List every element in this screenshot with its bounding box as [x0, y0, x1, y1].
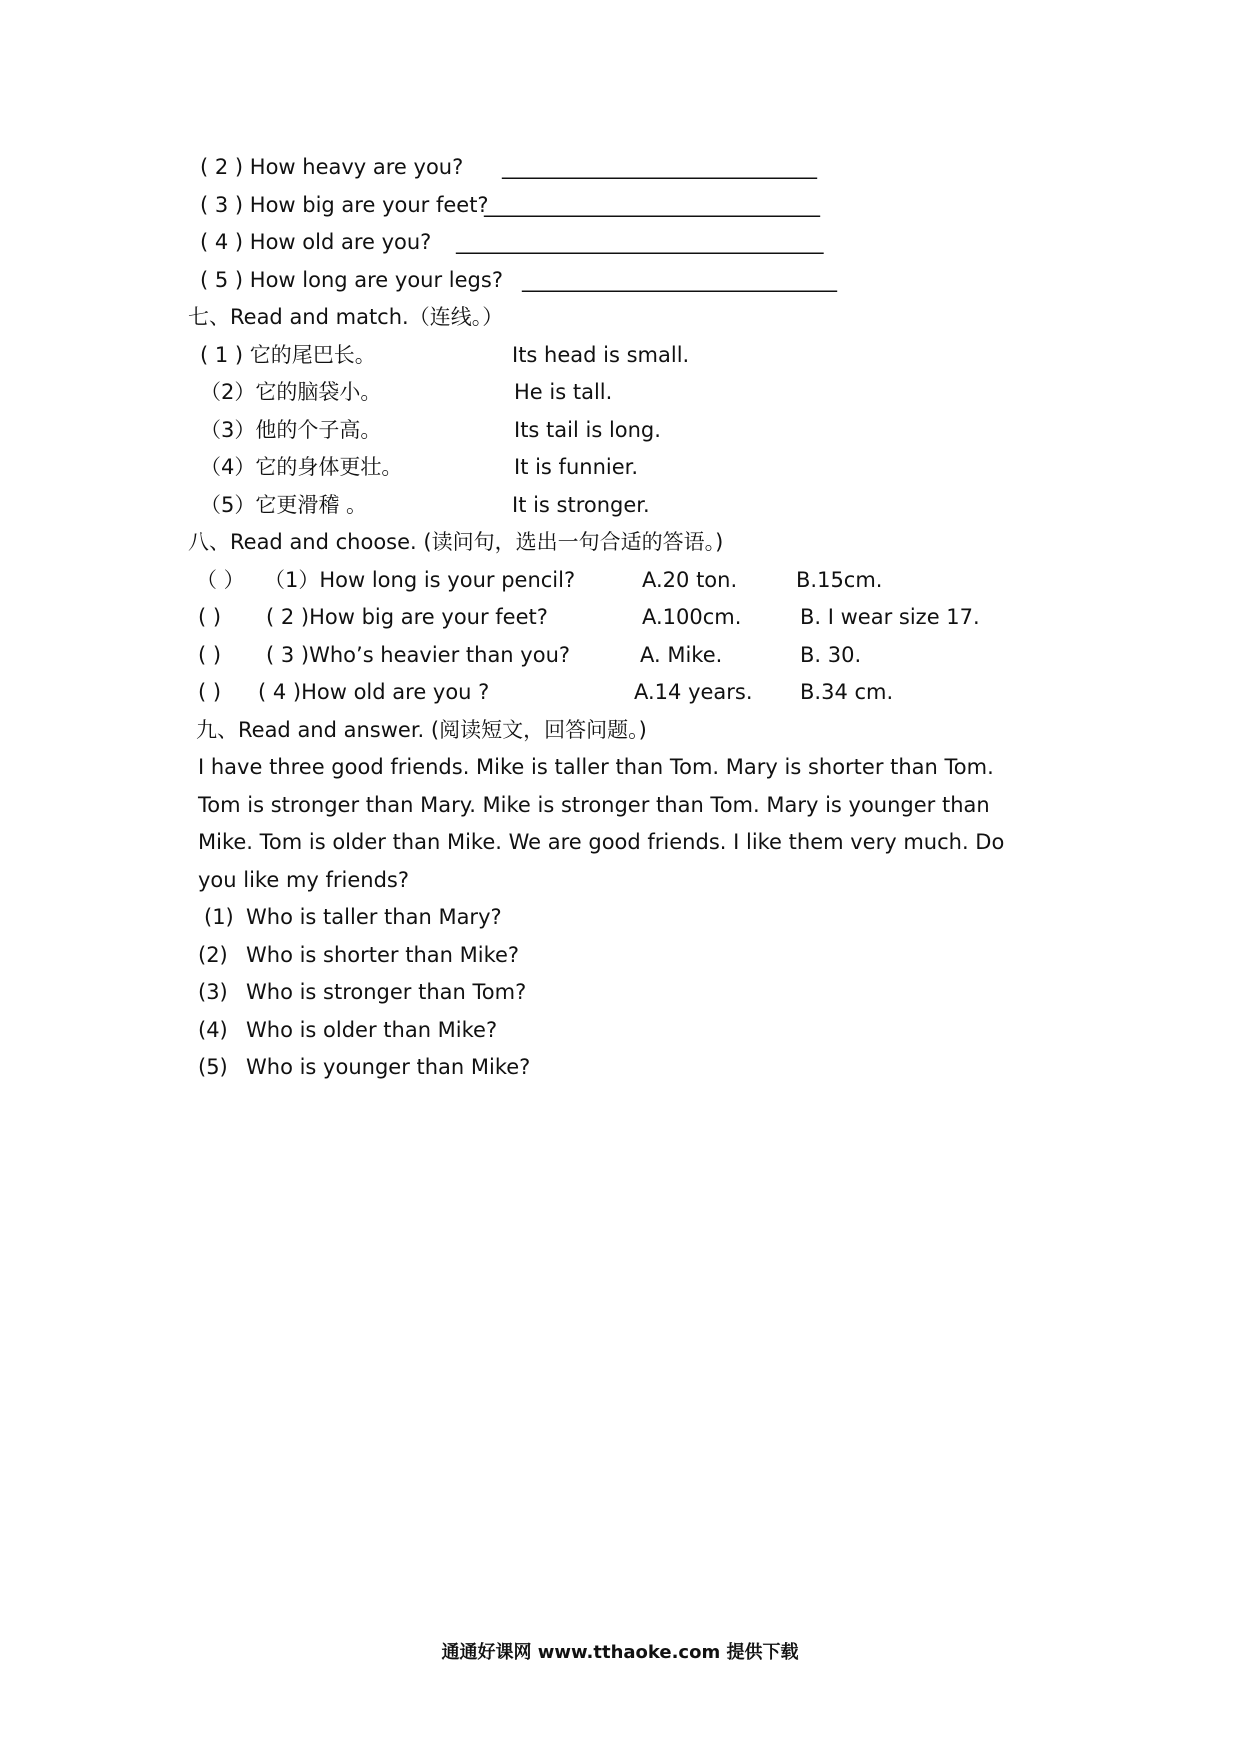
s9-question-2: Who is shorter than Mike?	[246, 943, 520, 967]
s8-option-b-4: B.34 cm.	[800, 680, 894, 704]
s9-question-3: Who is stronger than Tom?	[246, 980, 527, 1004]
s9-question-num-4: (4)	[198, 1018, 228, 1042]
s9-question-num-1: (1)	[204, 905, 234, 929]
download-footer: 通通好课网 www.tthaoke.com 提供下载	[441, 1642, 799, 1663]
s8-option-b-2: B. I wear size 17.	[800, 605, 980, 629]
s7-right-1[interactable]: Its head is small.	[512, 343, 690, 367]
s9-passage-line-3: Mike. Tom is older than Mike. We are good friends. I like them very much. Do	[198, 830, 1005, 854]
s7-left-4[interactable]: （4）它的身体更壮。	[200, 455, 403, 479]
s7-left-3[interactable]: （3）他的个子高。	[200, 418, 382, 442]
s9-question-num-2: (2)	[198, 943, 228, 967]
s8-option-b-3: B. 30.	[800, 643, 862, 667]
s8-question-4: ( 4 )How old are you ?	[258, 680, 490, 704]
s7-right-3[interactable]: Its tail is long.	[514, 418, 661, 442]
s8-question-1: （1）How long is your pencil?	[264, 568, 576, 592]
s8-answer-paren-4[interactable]: ( )	[198, 680, 222, 704]
s6-question-5: ( 5 ) How long are your legs?	[200, 268, 503, 292]
s9-question-num-3: (3)	[198, 980, 228, 1004]
s7-right-4[interactable]: It is funnier.	[514, 455, 639, 479]
s9-question-1: Who is taller than Mary?	[246, 905, 502, 929]
s7-left-5[interactable]: （5）它更滑稽 。	[200, 493, 368, 517]
s8-answer-paren-3[interactable]: ( )	[198, 643, 222, 667]
s8-question-2: ( 2 )How big are your feet?	[266, 605, 548, 629]
s8-option-a-3: A. Mike.	[640, 643, 723, 667]
section8-heading: 八、Read and choose. (读问句，选出一句合适的答语。)	[188, 530, 724, 554]
section7-heading: 七、Read and match.（连线。）	[188, 305, 504, 329]
s6-answer-blank-4[interactable]: ___________________________________	[456, 230, 824, 254]
s8-option-b-1: B.15cm.	[796, 568, 883, 592]
s9-passage-line-4: you like my friends?	[198, 868, 410, 892]
s9-question-5: Who is younger than Mike?	[246, 1055, 531, 1079]
s6-answer-blank-5[interactable]: ______________________________	[522, 268, 837, 292]
s8-option-a-4: A.14 years.	[634, 680, 753, 704]
s6-answer-blank-3[interactable]: ________________________________	[484, 193, 820, 217]
s6-question-2: ( 2 ) How heavy are you?	[200, 155, 464, 179]
s6-question-3: ( 3 ) How big are your feet?	[200, 193, 489, 217]
s7-right-2[interactable]: He is tall.	[514, 380, 613, 404]
section9-heading: 九、Read and answer. (阅读短文，回答问题。)	[196, 718, 647, 742]
s9-question-num-5: (5)	[198, 1055, 228, 1079]
s6-question-4: ( 4 ) How old are you?	[200, 230, 432, 254]
s6-answer-blank-2[interactable]: ______________________________	[502, 155, 817, 179]
s8-question-3: ( 3 )Who’s heavier than you?	[266, 643, 571, 667]
s9-passage-line-1: I have three good friends. Mike is taller than Tom. Mary is shorter than Tom.	[198, 755, 994, 779]
s9-passage-line-2: Tom is stronger than Mary. Mike is stronger than Tom. Mary is younger than	[198, 793, 990, 817]
s7-left-2[interactable]: （2）它的脑袋小。	[200, 380, 382, 404]
s9-question-4: Who is older than Mike?	[246, 1018, 498, 1042]
s7-left-1[interactable]: ( 1 ) 它的尾巴长。	[200, 343, 376, 367]
s7-right-5[interactable]: It is stronger.	[512, 493, 650, 517]
s8-option-a-2: A.100cm.	[642, 605, 742, 629]
s8-answer-paren-2[interactable]: ( )	[198, 605, 222, 629]
s8-option-a-1: A.20 ton.	[642, 568, 738, 592]
s8-answer-paren-1[interactable]: （ ）	[196, 568, 245, 592]
